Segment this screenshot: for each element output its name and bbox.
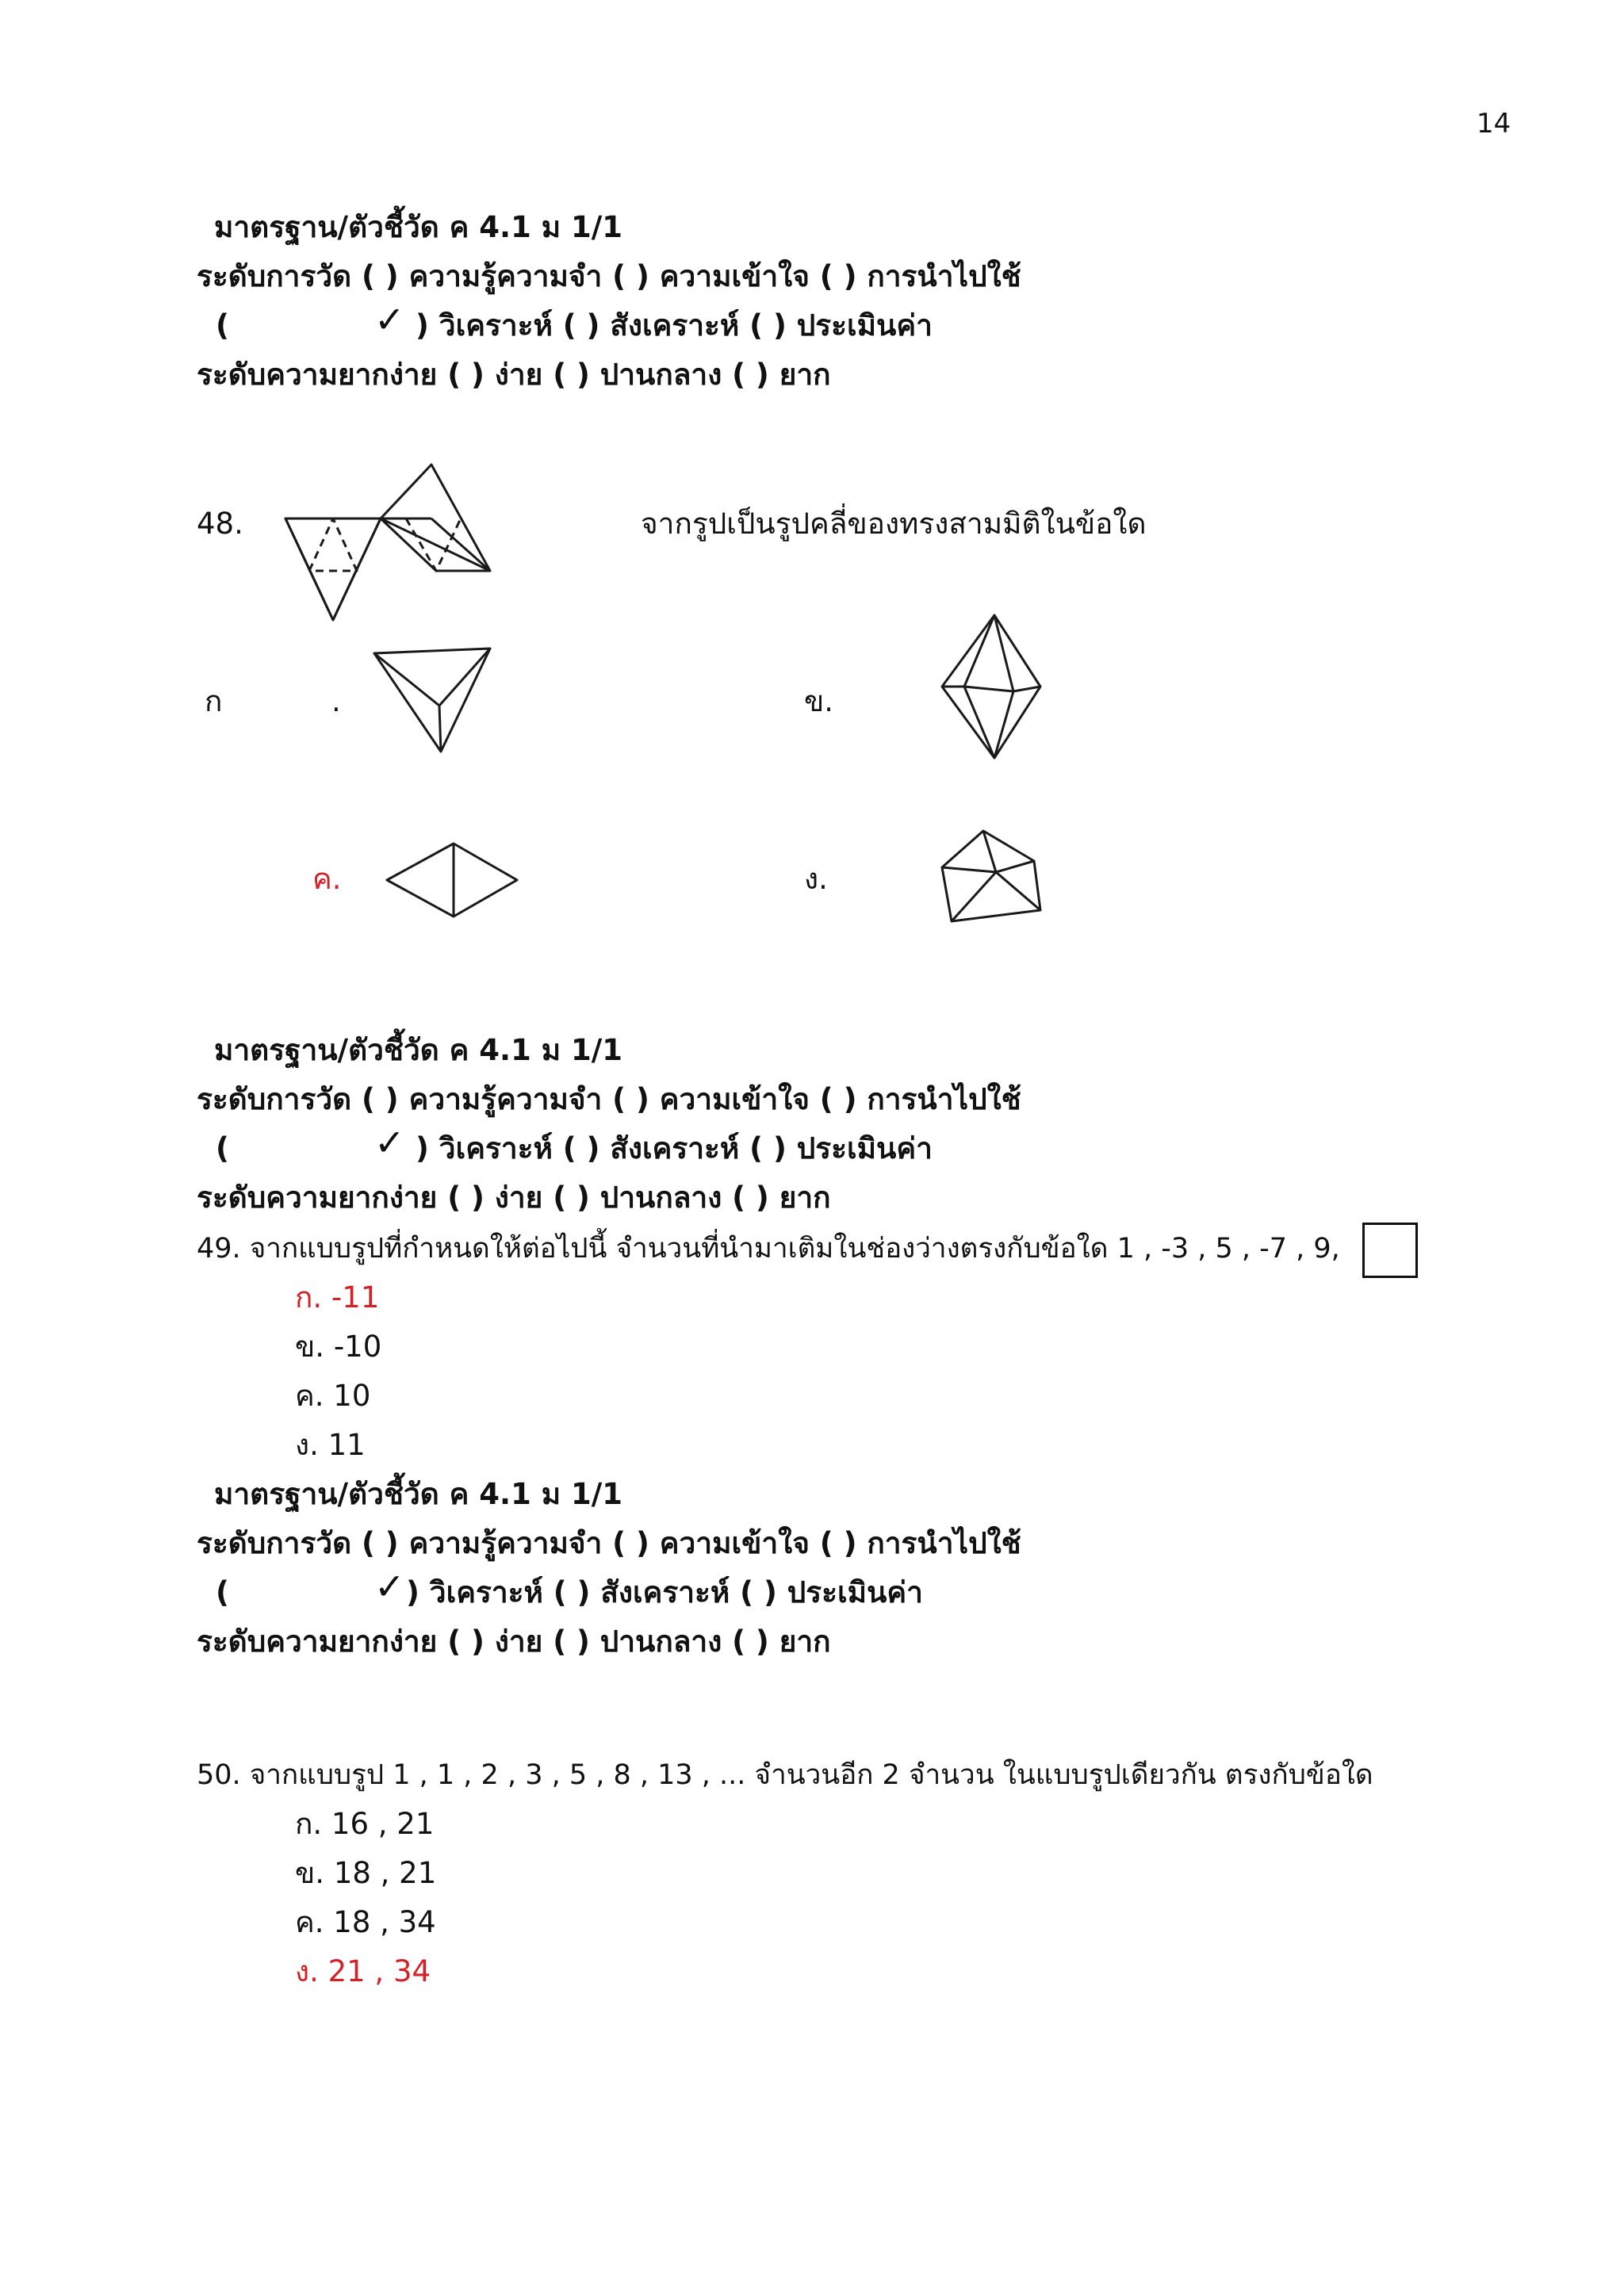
pyramid-cube-figure	[936, 825, 1047, 928]
q50-standard: มาตรฐาน/ตัวชี้วัด ค 4.1 ม 1/1	[214, 1477, 623, 1511]
triangular-pyramid-figure	[370, 644, 496, 755]
q49-question: 49. จากแบบรูปที่กำหนดให้ต่อไปนี้ จำนวนที่นำมาเติมในช่องว่างตรงกับข้อใด 1 , -3 , 5 , -7 , 9,	[197, 1233, 1340, 1265]
q48-check-icon: ✓	[374, 298, 405, 341]
q48-option-a-dot: .	[331, 684, 341, 718]
q48-question: จากรูปเป็นรูปคลี่ของทรงสามมิติในข้อใด	[641, 507, 1147, 541]
q48-level2: ) วิเคราะห์ ( ) สังเคราะห์ ( ) ประเมินค่า	[416, 308, 933, 342]
octahedron-figure	[936, 612, 1047, 763]
q48-number: 48.	[197, 507, 243, 541]
triangular-dipyramid-figure	[384, 840, 519, 920]
q48-standard: มาตรฐาน/ตัวชี้วัด ค 4.1 ม 1/1	[214, 210, 623, 244]
q48-option-b-label: ข.	[804, 684, 834, 718]
q50-check-icon: ✓	[374, 1565, 405, 1608]
q49-option-c: ค. 10	[295, 1379, 371, 1413]
q49-option-b: ข. -10	[295, 1330, 382, 1364]
q50-option-a: ก. 16 , 21	[295, 1807, 435, 1841]
tetrahedron-net-figure	[278, 460, 500, 634]
q49-option-a: ก. -11	[295, 1280, 380, 1314]
q49-level2: ) วิเคราะห์ ( ) สังเคราะห์ ( ) ประเมินค่า	[416, 1131, 933, 1165]
q50-option-b: ข. 18 , 21	[295, 1856, 437, 1890]
q49-level: ระดับการวัด ( ) ความรู้ความจำ ( ) ความเข้าใจ ( ) การนำไปใช้	[197, 1082, 1021, 1116]
q50-level2-open: (	[216, 1575, 229, 1609]
q50-question: 50. จากแบบรูป 1 , 1 , 2 , 3 , 5 , 8 , 13 , ... จำนวนอีก 2 จำนวน ในแบบรูปเดียวกัน ตรงกับข้อใด	[197, 1759, 1373, 1791]
q49-standard: มาตรฐาน/ตัวชี้วัด ค 4.1 ม 1/1	[214, 1033, 623, 1067]
q50-option-d: ง. 21 , 34	[295, 1954, 431, 1988]
q49-check-icon: ✓	[374, 1121, 405, 1164]
q50-option-c: ค. 18 , 34	[295, 1905, 436, 1939]
q48-option-a-label: ก	[205, 684, 223, 718]
q50-level: ระดับการวัด ( ) ความรู้ความจำ ( ) ความเข้าใจ ( ) การนำไปใช้	[197, 1526, 1021, 1560]
q50-difficulty: ระดับความยากง่าย ( ) ง่าย ( ) ปานกลาง ( ) ยาก	[197, 1624, 831, 1659]
q49-level2-open: (	[216, 1131, 229, 1165]
q49-option-d: ง. 11	[295, 1428, 366, 1462]
q49-difficulty: ระดับความยากง่าย ( ) ง่าย ( ) ปานกลาง ( ) ยาก	[197, 1181, 831, 1215]
q48-level2-open: (	[216, 308, 229, 342]
q48-option-d-label: ง.	[804, 862, 828, 896]
page-number: 14	[1477, 108, 1511, 140]
q49-blank-box	[1362, 1223, 1418, 1278]
q50-level2: ) วิเคราะห์ ( ) สังเคราะห์ ( ) ประเมินค่า	[406, 1575, 923, 1609]
q48-difficulty: ระดับความยากง่าย ( ) ง่าย ( ) ปานกลาง ( ) ยาก	[197, 358, 831, 392]
q48-option-c-label: ค.	[312, 862, 342, 896]
q48-level: ระดับการวัด ( ) ความรู้ความจำ ( ) ความเข้าใจ ( ) การนำไปใช้	[197, 259, 1021, 293]
